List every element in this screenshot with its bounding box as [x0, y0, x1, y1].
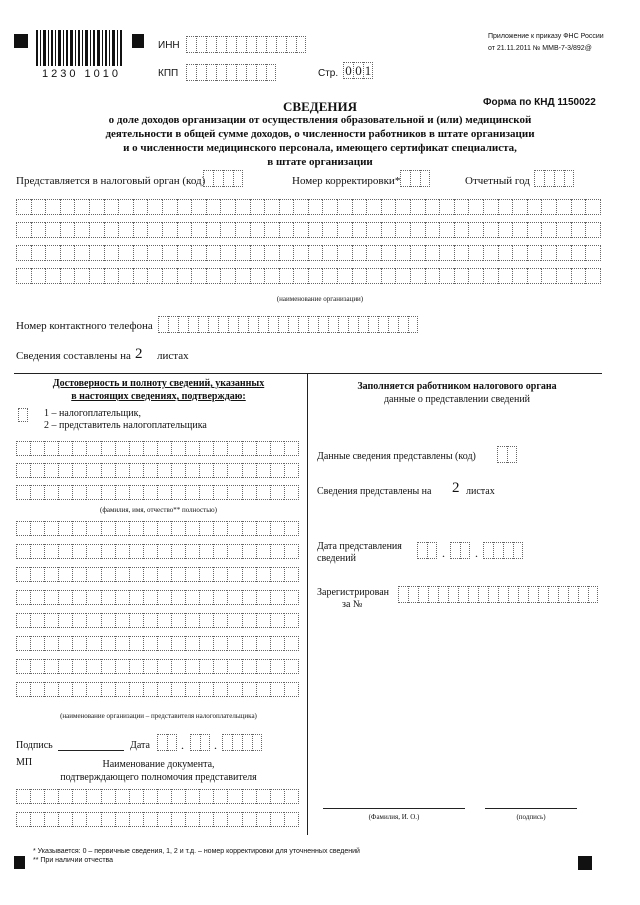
officer-fio-caption: (Фамилия, И. О.) [368, 813, 420, 821]
tax-authority-code-field[interactable] [203, 170, 243, 187]
sheets-count-suffix: листах [157, 350, 189, 362]
registration-label-line2: за № [342, 599, 363, 610]
title-heading: СВЕДЕНИЯ [283, 99, 357, 114]
representative-name-row[interactable] [16, 544, 299, 559]
reporting-year-field[interactable] [534, 170, 574, 187]
officer-sheets-value[interactable]: 2 [452, 480, 460, 496]
kpp-label: КПП [158, 68, 179, 79]
signer-fio-row[interactable] [16, 485, 299, 500]
correction-number-field[interactable] [400, 170, 430, 187]
authority-doc-row[interactable] [16, 789, 299, 804]
corner-marker-bottom-right [578, 856, 592, 870]
title-line2: деятельности в общей сумме доходов, о численности работников в штате организации [105, 128, 535, 140]
date-separator: . [475, 546, 478, 560]
appendix-note-line2: от 21.11.2011 № ММВ-7-3/892@ [488, 45, 592, 52]
tax-authority-label: Представляется в налоговый орган (код) [16, 175, 206, 187]
presented-code-field[interactable] [497, 446, 517, 463]
org-name-caption: (наименование организации) [276, 295, 364, 303]
date-separator: . [181, 738, 184, 752]
signer-date-day[interactable] [157, 734, 177, 751]
section-divider [14, 373, 602, 374]
authority-doc-row[interactable] [16, 812, 299, 827]
correction-number-label: Номер корректировки* [292, 175, 401, 187]
corner-marker-bottom-left [14, 856, 25, 869]
page-label: Стр. [318, 68, 339, 79]
presentation-date-month[interactable] [450, 542, 470, 559]
officer-fio-line[interactable] [323, 808, 465, 809]
footnote-correction: * Указывается: 0 – первичные сведения, 1, 2 и т.д. – номер корректировки для уточненных сведений [33, 848, 360, 855]
form-code: Форма по КНД 1150022 [483, 97, 596, 108]
authority-doc-line2: подтверждающего полномочия представителя [60, 772, 257, 783]
signer-date-month[interactable] [190, 734, 210, 751]
appendix-note-line1: Приложение к приказу ФНС России [488, 33, 604, 40]
date-separator: . [442, 546, 445, 560]
date-label: Дата [130, 740, 150, 751]
presentation-date-label-line2: сведений [317, 553, 356, 564]
representative-name-caption: (наименование организации – представителя налогоплательщика) [60, 712, 257, 720]
corner-marker-top-right [132, 34, 144, 48]
representative-name-row[interactable] [16, 636, 299, 651]
signer-type-field[interactable] [18, 408, 28, 422]
signer-fio-row[interactable] [16, 463, 299, 478]
reporting-year-label: Отчетный год [465, 175, 530, 187]
sheets-count-prefix: Сведения составлены на [16, 350, 131, 362]
org-name-row[interactable] [16, 245, 601, 261]
date-separator: . [214, 738, 217, 752]
phone-label: Номер контактного телефона [16, 320, 153, 332]
representative-name-row[interactable] [16, 613, 299, 628]
signer-option-taxpayer: 1 – налогоплательщик, [44, 408, 142, 419]
officer-sign-caption: (подпись) [516, 813, 546, 821]
officer-sheets-prefix: Сведения представлены на [317, 486, 432, 497]
corner-marker-top-left [14, 34, 28, 48]
presentation-date-day[interactable] [417, 542, 437, 559]
confirm-title-line2: в настоящих сведениях, подтверждаю: [71, 391, 246, 402]
authority-doc-line1: Наименование документа, [102, 759, 215, 770]
representative-name-row[interactable] [16, 567, 299, 582]
sheets-count-value[interactable]: 2 [135, 346, 143, 362]
title-line3: и о численности медицинского персонала, имеющего сертификат специалиста, [123, 142, 517, 154]
representative-name-row[interactable] [16, 659, 299, 674]
signer-option-representative: 2 – представитель налогоплательщика [44, 420, 207, 431]
officer-sign-line[interactable] [485, 808, 577, 809]
footnote-patronymic: ** При наличии отчества [33, 857, 114, 864]
representative-name-row[interactable] [16, 590, 299, 605]
tax-officer-title-line1: Заполняется работником налогового органа [357, 381, 557, 392]
representative-name-row[interactable] [16, 521, 299, 536]
signature-label: Подпись [16, 740, 53, 751]
inn-label: ИНН [158, 40, 180, 51]
registration-number-field[interactable] [398, 586, 598, 603]
barcode-number: 1230 1010 [42, 68, 121, 80]
registration-label-line1: Зарегистрирован [317, 587, 390, 598]
presentation-date-year[interactable] [483, 542, 523, 559]
org-name-row[interactable] [16, 222, 601, 238]
presented-code-label: Данные сведения представлены (код) [317, 451, 476, 462]
confirm-title-line1: Достоверность и полноту сведений, указанных [52, 378, 265, 389]
tax-officer-title-line2: данные о представлении сведений [383, 394, 531, 405]
signature-line[interactable] [58, 750, 124, 751]
org-name-row[interactable] [16, 268, 601, 284]
barcode-icon [36, 30, 124, 66]
page-number-field[interactable]: 0 0 1 [343, 62, 373, 79]
signer-fio-caption: (фамилия, имя, отчество** полностью) [100, 506, 217, 514]
signer-fio-row[interactable] [16, 441, 299, 456]
title-line4: в штате организации [267, 156, 373, 168]
phone-field[interactable] [158, 316, 418, 333]
org-name-row[interactable] [16, 199, 601, 215]
kpp-field[interactable] [186, 64, 276, 81]
column-divider [307, 373, 308, 835]
officer-sheets-suffix: листах [466, 486, 495, 497]
representative-name-row[interactable] [16, 682, 299, 697]
title-line1: о доле доходов организации от осуществления образовательной и (или) медицинской [108, 114, 532, 126]
presentation-date-label-line1: Дата представления [317, 541, 402, 552]
signer-date-year[interactable] [222, 734, 262, 751]
inn-field[interactable] [186, 36, 306, 53]
seal-place-label: МП [16, 757, 33, 768]
